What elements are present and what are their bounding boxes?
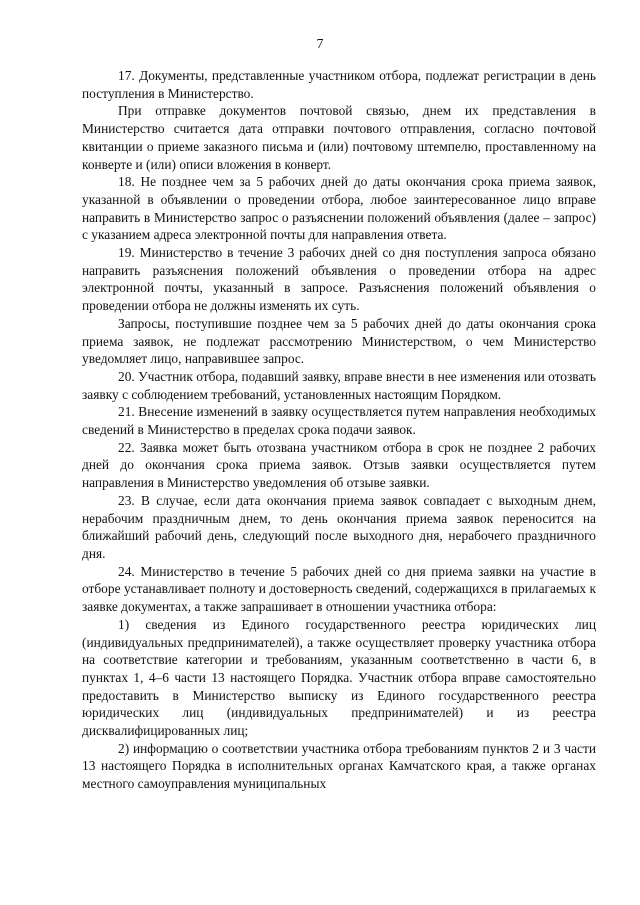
paragraph-24-item-1: 1) сведения из Единого государственного реестра юридических лиц (индивидуальных предпринимателей), а также осуществляет проверку участника отбора на соответствие категории и требованиям, указанным соответственно в части 6, в пунктах 1, 4–6 части 13 настоящего Порядка. Участник отбора вправе самостоятельно предоставить в Министерство выписку из Единого государственного реестра юридических лиц (индивидуальных предпринимателей) и из реестра дисквалифицированных лиц;	[82, 616, 596, 739]
paragraph-23: 23. В случае, если дата окончания приема заявок совпадает с выходным днем, нерабочим праздничным днем, то день окончания приема заявок переносится на ближайший рабочий день, следующий после выходного дня, нерабочего праздничного дня.	[82, 492, 596, 561]
paragraph-late-requests: Запросы, поступившие позднее чем за 5 рабочих дней до даты окончания срока приема заявок, не подлежат рассмотрению Министерством, о чем Министерство уведомляет лицо, направившее запрос.	[82, 315, 596, 367]
document-body	[82, 67, 596, 793]
paragraph-24-item-2: 2) информацию о соответствии участника отбора требованиям пунктов 2 и 3 части 13 настоящего Порядка в исполнительных органах Камчатского края, а также органах местного самоуправления муниципальных	[82, 740, 596, 792]
paragraph-postal-submission: При отправке документов почтовой связью, днем их представления в Министерство считается дата отправки почтового отправления, согласно почтовой квитанции о приеме заказного письма и (или) почтовому штемпелю, проставленному на конверте и (или) описи вложения в конверт.	[82, 103, 596, 172]
paragraph-19: 19. Министерство в течение 3 рабочих дней со дня поступления запроса обязано направить разъяснения положений объявления о проведении отбора на адрес электронной почты, указанный в запросе. Разъяснения положений объявления о проведении отбора не должны изменять их суть.	[82, 245, 596, 314]
page-number: 7	[316, 36, 324, 51]
paragraph-24: 24. Министерство в течение 5 рабочих дней со дня приема заявки на участие в отборе устанавливает полноту и достоверность сведений, содержащихся в прилагаемых к заявке документах, а также запрашивает в отношении участника отбора:	[82, 563, 596, 615]
paragraph-22: 22. Заявка может быть отозвана участником отбора в срок не позднее 2 рабочих дней до окончания срока приема заявок. Отзыв заявки осуществляется путем направления в Министерство уведомления об отзыве заявки.	[82, 439, 596, 491]
paragraph-17: 17. Документы, представленные участником отбора, подлежат регистрации в день поступления в Министерство.	[82, 68, 596, 101]
paragraph-18: 18. Не позднее чем за 5 рабочих дней до даты окончания срока приема заявок, указанной в объявлении о проведении отбора, любое заинтересованное лицо вправе направить в Министерство запрос о разъяснении положений объявления (далее – запрос) с указанием адреса электронной почты для направления ответа.	[82, 174, 596, 243]
paragraph-20: 20. Участник отбора, подавший заявку, вправе внести в нее изменения или отозвать заявку с соблюдением требований, установленных настоящим Порядком.	[82, 368, 596, 402]
paragraph-21: 21. Внесение изменений в заявку осуществляется путем направления необходимых сведений в Министерство в пределах срока подачи заявок.	[82, 404, 596, 438]
